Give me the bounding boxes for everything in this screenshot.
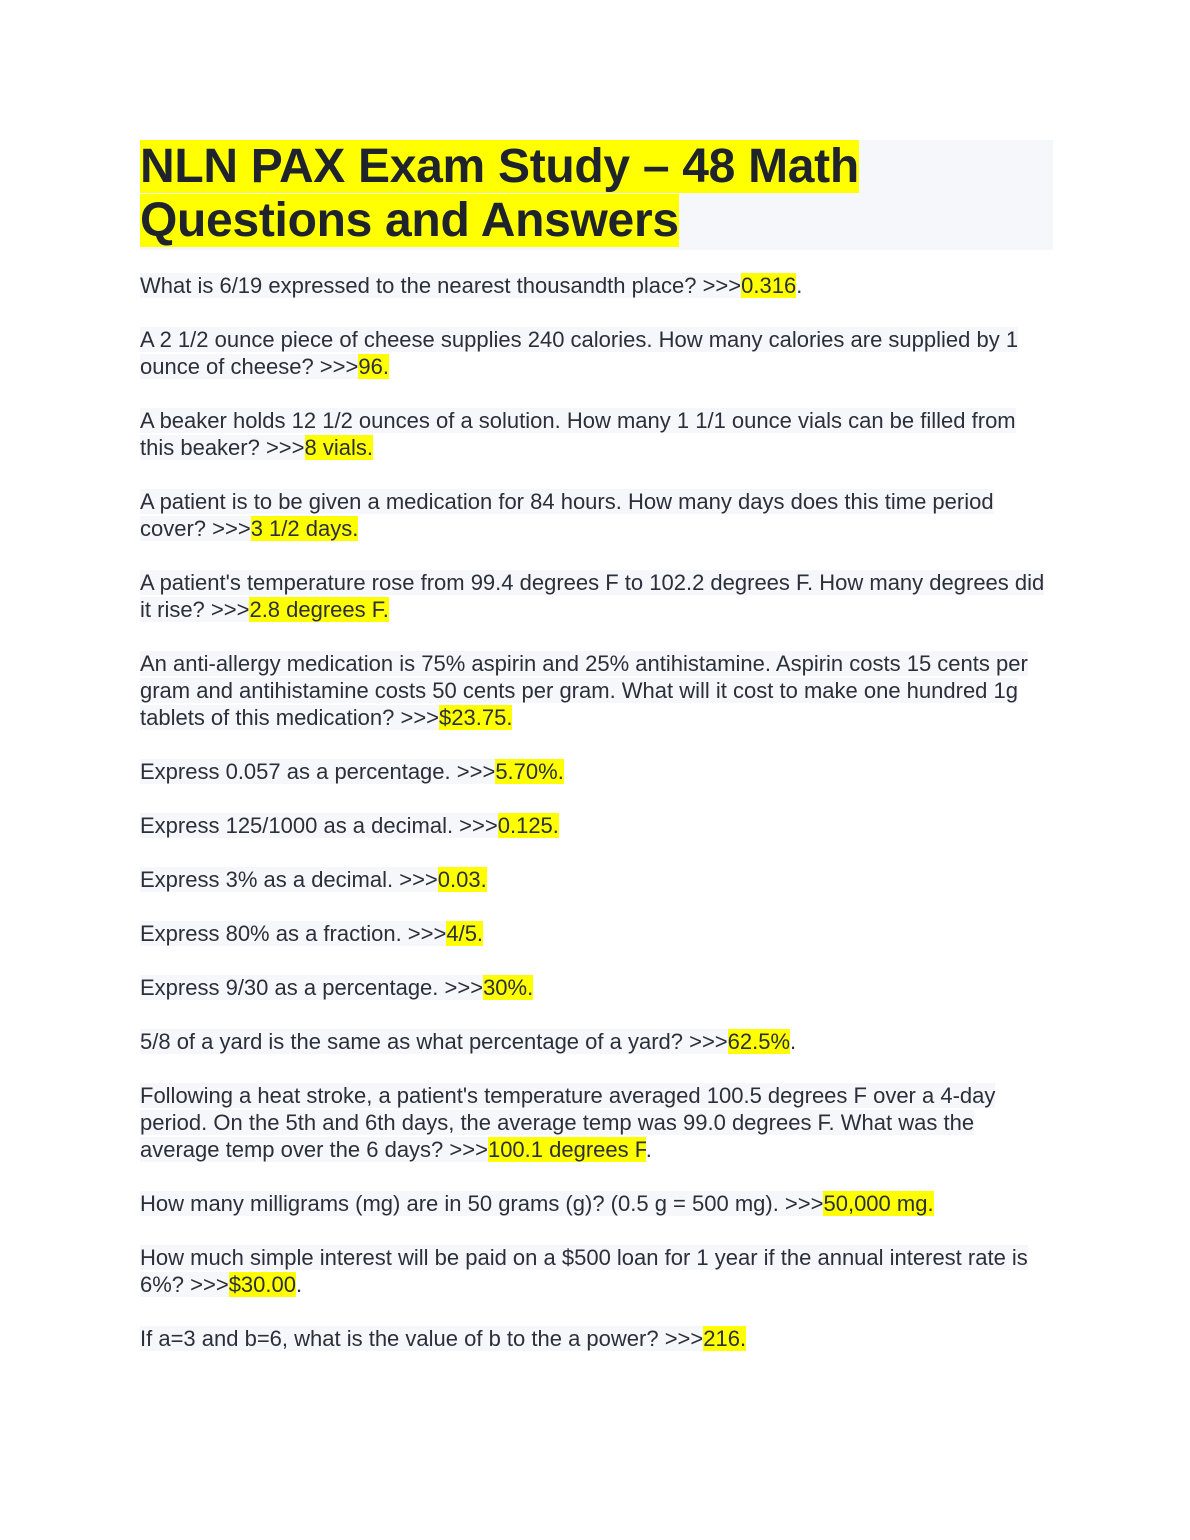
answer-highlight: 100.1 degrees F (487, 1137, 646, 1162)
answer-highlight: 216. (703, 1326, 747, 1351)
qa-item (140, 1190, 1053, 1217)
qa-item (140, 812, 1053, 839)
qa-item (140, 758, 1053, 785)
question-text: A beaker holds 12 1/2 ounces of a solution. How many 1 1/1 ounce vials can be filled from this beaker? >>> (140, 408, 1016, 460)
question-text: How much simple interest will be paid on a $500 loan for 1 year if the annual interest rate is 6%? >>> (140, 1245, 1028, 1297)
question-text: A patient's temperature rose from 99.4 degrees F to 102.2 degrees F. How many degrees did it rise? >>> (140, 570, 1045, 622)
qa-item (140, 866, 1053, 893)
answer-highlight: $23.75. (439, 705, 513, 730)
answer-highlight: 0.03. (437, 867, 487, 892)
qa-item (140, 407, 1053, 461)
document-page (140, 140, 1053, 1379)
question-text: Following a heat stroke, a patient's temperature averaged 100.5 degrees F over a 4-day period. On the 5th and 6th days, the average temp was 99.0 degrees F. What was the average temp over the 6 days? >>> (140, 1083, 996, 1162)
answer-highlight: 50,000 mg. (823, 1191, 934, 1216)
answer-highlight: 2.8 degrees F. (249, 597, 389, 622)
question-text: How many milligrams (mg) are in 50 grams (g)? (0.5 g = 500 mg). >>> (140, 1191, 824, 1216)
document-title (140, 140, 1053, 248)
answer-highlight: 4/5. (446, 921, 484, 946)
question-text: What is 6/19 expressed to the nearest thousandth place? >>> (140, 273, 742, 298)
question-text: 5/8 of a yard is the same as what percentage of a yard? >>> (140, 1029, 728, 1054)
question-text: Express 9/30 as a percentage. >>> (140, 975, 484, 1000)
answer-highlight: 0.316 (741, 273, 797, 298)
qa-item (140, 1028, 1053, 1055)
qa-item (140, 1082, 1053, 1163)
question-text: If a=3 and b=6, what is the value of b to the a power? >>> (140, 1326, 704, 1351)
question-text: A 2 1/2 ounce piece of cheese supplies 240 calories. How many calories are supplied by 1 ounce of cheese? >>> (140, 327, 1019, 379)
document-title-text: NLN PAX Exam Study – 48 Math Questions and Answers (140, 140, 859, 247)
answer-highlight: 3 1/2 days. (250, 516, 359, 541)
qa-item (140, 974, 1053, 1001)
question-text: Express 80% as a fraction. >>> (140, 921, 447, 946)
answer-highlight: 5.70%. (495, 759, 564, 784)
question-text: Express 3% as a decimal. >>> (140, 867, 438, 892)
answer-highlight: 96. (358, 354, 389, 379)
answer-tail: . (796, 273, 803, 298)
question-text: Express 125/1000 as a decimal. >>> (140, 813, 498, 838)
qa-item (140, 920, 1053, 947)
answer-highlight: $30.00 (228, 1272, 296, 1297)
question-text: A patient is to be given a medication for 84 hours. How many days does this time period cover? >>> (140, 489, 994, 541)
answer-tail: . (790, 1029, 797, 1054)
qa-item (140, 488, 1053, 542)
qa-item (140, 1244, 1053, 1298)
answer-highlight: 0.125. (497, 813, 559, 838)
question-text: Express 0.057 as a percentage. >>> (140, 759, 496, 784)
answer-highlight: 62.5% (727, 1029, 791, 1054)
question-text: An anti-allergy medication is 75% aspirin and 25% antihistamine. Aspirin costs 15 cents per gram and antihistamine costs 50 cents per gram. What will it cost to make one hundred 1g tablets of this medication? >>> (140, 651, 1028, 730)
title-block (140, 140, 1053, 250)
answer-highlight: 30%. (483, 975, 534, 1000)
answer-tail: . (645, 1137, 652, 1162)
answer-highlight: 8 vials. (304, 435, 373, 460)
qa-list (140, 272, 1053, 1352)
answer-tail: . (295, 1272, 303, 1297)
qa-item (140, 326, 1053, 380)
qa-item (140, 650, 1053, 731)
qa-item (140, 1325, 1053, 1352)
qa-item (140, 569, 1053, 623)
qa-item (140, 272, 1053, 299)
